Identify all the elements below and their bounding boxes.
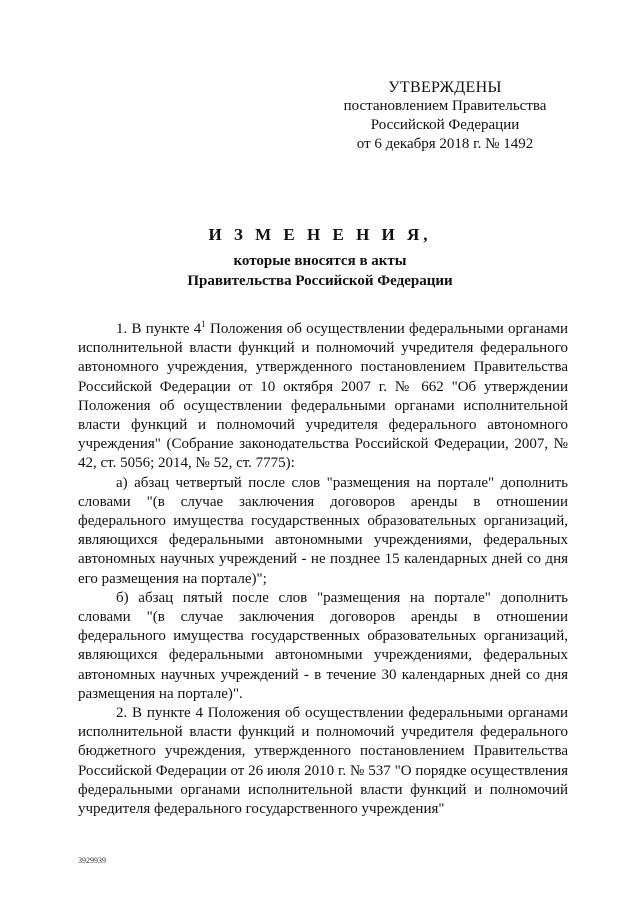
paragraph-1	[78, 320, 568, 474]
heading-line-1: которые вносятся в акты	[233, 253, 407, 269]
approval-title: УТВЕРЖДЕНЫ	[388, 79, 502, 96]
approval-line-1: постановлением Правительства	[343, 98, 547, 114]
document-heading	[0, 223, 640, 291]
paragraph-1-rest: Положения об осуществлении федеральными органами исполнительной власти функций и полномочий учредителя федерального автономного учреждения, утвержденного постановлением Правительства Российской Федерации от 10 октября 2007 г. № 662 "Об утверждении Положения об осуществлении федеральными органами исполнительной власти функций и полномочий учредителя федерального автономного учреждения" (Собрание законодательства Российской Федерации, 2007, № 42, ст. 5056; 2014, № 52, ст. 7775):	[78, 321, 568, 472]
paragraph-3: б) абзац пятый после слов "размещения на портале" дополнить словами "(в случае заключения договоров аренды в отношении федерального имущества государственных образовательных организаций, являющихся федеральными автономными учреждениями, федеральных автономных научных учреждений - в течение 30 календарных дней со дня размещения на портале)".	[78, 589, 568, 702]
paragraph-2: а) абзац четвертый после слов "размещения на портале" дополнить словами "(в случае заключения договоров аренды в отношении федерального имущества государственных образовательных организаций, являющихся федеральными автономными учреждениями, федеральных автономных научных учреждений - не позднее 15 календарных дней со дня его размещения на портале)";	[78, 474, 568, 587]
approval-line-3: от 6 декабря 2018 г. № 1492	[356, 136, 534, 152]
paragraph-4: 2. В пункте 4 Положения об осуществлении федеральными органами исполнительной власти функций и полномочий учредителя федерального бюджетного учреждения, утвержденного постановлением Правительства Российской Федерации от 26 июля 2010 г. № 537 "О порядке осуществления федеральными органами исполнительной власти функций и полномочий учредителя федерального государственного учреждения"	[78, 705, 568, 818]
paragraph-1-superscript: 1	[201, 319, 206, 329]
paragraph-1-start: 1. В пункте 4	[116, 321, 202, 337]
document-code: 3929939	[78, 856, 106, 865]
heading-title: И З М Е Н Е Н И Я,	[208, 225, 432, 244]
approval-line-2: Российской Федерации	[370, 117, 520, 133]
document-body	[78, 320, 568, 819]
heading-line-2: Правительства Российской Федерации	[187, 273, 453, 289]
approval-stamp	[300, 78, 590, 154]
